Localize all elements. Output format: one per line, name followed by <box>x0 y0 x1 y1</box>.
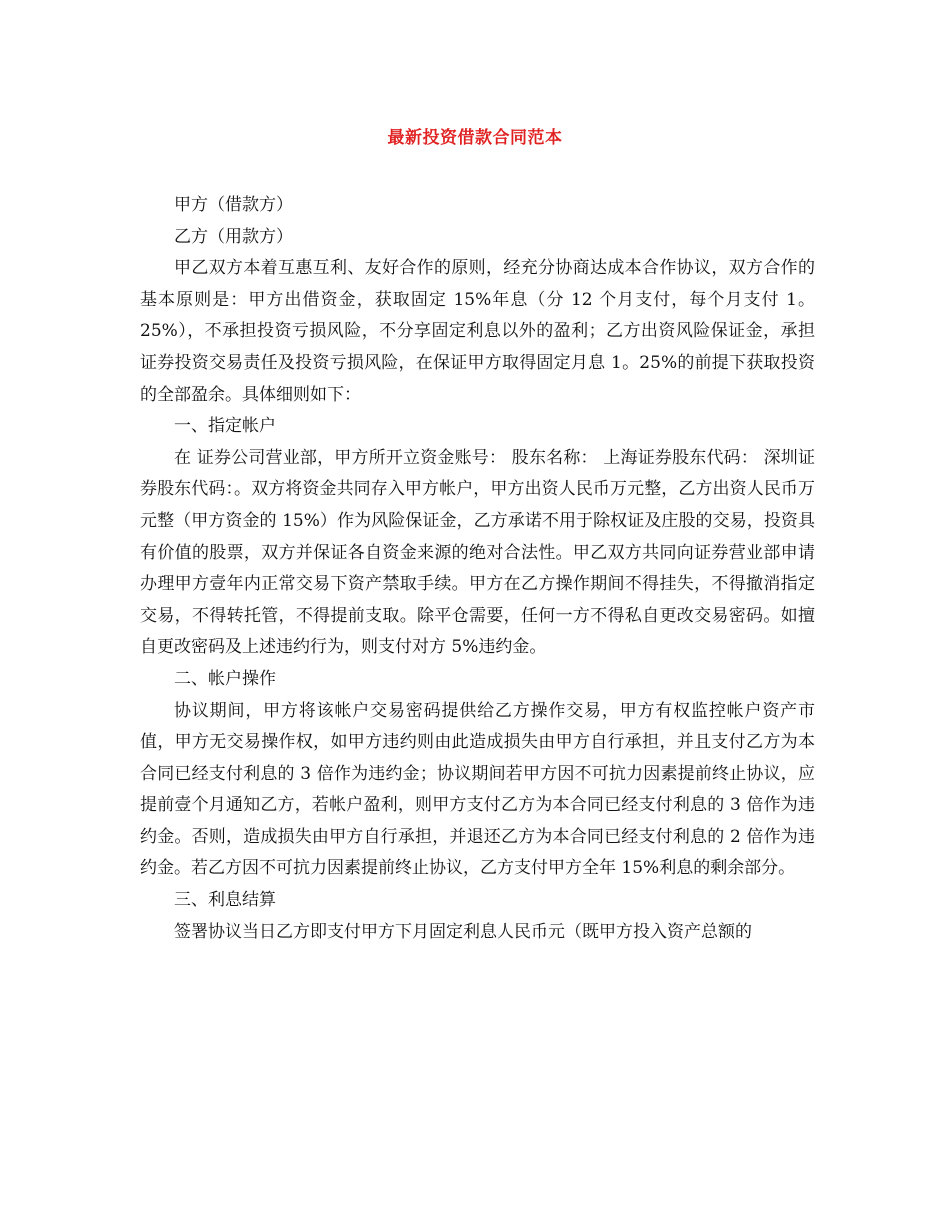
intro-paragraph: 甲乙双方本着互惠互利、友好合作的原则，经充分协商达成本合作协议，双方合作的基本原则是：甲方出借资金，获取固定 15%年息（分 12 个月支付，每个月支付 1。25%），不承担投资亏损风险，不分享固定利息以外的盈利；乙方出资风险保证金，承担证券投资交易责任及投资亏损风险，在保证甲方取得固定月息 1。25%的前提下获取投资的全部盈余。具体细则如下： <box>140 258 815 405</box>
document-title: 最新投资借款合同范本 <box>387 128 563 148</box>
section-heading-designated-account: 一、指定帐户 <box>174 416 276 437</box>
interest-settlement-paragraph: 签署协议当日乙方即支付甲方下月固定利息人民币元（既甲方投入资产总额的 <box>174 921 752 942</box>
designated-account-paragraph: 在 证券公司营业部，甲方所开立资金账号： 股东名称： 上海证券股东代码： 深圳证券股东代码：。双方将资金共同存入甲方帐户，甲方出资人民币万元整，乙方出资人民币万元整（甲方资金的 15%）作为风险保证金，乙方承诺不用于除权证及庄股的交易，投资具有价值的股票，双方并保证各自资金来源的绝对合法性。甲乙双方共同向证券营业部申请办理甲方壹年内正常交易下资产禁取手续。甲方在乙方操作期间不得挂失，不得撤消指定交易，不得转托管，不得提前支取。除平仓需要，任何一方不得私自更改交易密码。如擅自更改密码及上述违约行为，则支付对方 5%违约金。 <box>140 447 815 658</box>
section-heading-account-operation: 二、帐户操作 <box>174 668 276 689</box>
document-body <box>140 190 815 948</box>
section-heading-interest-settlement: 三、利息结算 <box>174 890 276 911</box>
party-a-line: 甲方（借款方） <box>174 195 293 215</box>
account-operation-paragraph: 协议期间，甲方将该帐户交易密码提供给乙方操作交易，甲方有权监控帐户资产市值，甲方无交易操作权，如甲方违约则由此造成损失由甲方自行承担，并且支付乙方为本合同已经支付利息的 3 倍作为违约金；协议期间若甲方因不可抗力因素提前终止协议，应提前壹个月通知乙方，若帐户盈利，则甲方支付乙方为本合同已经支付利息的 3 倍作为违约金。否则，造成损失由甲方自行承担，并退还乙方为本合同已经支付利息的 2 倍作为违约金。若乙方因不可抗力因素提前终止协议，乙方支付甲方全年 15%利息的剩余部分。 <box>140 700 815 879</box>
party-b-line: 乙方（用款方） <box>174 226 293 247</box>
